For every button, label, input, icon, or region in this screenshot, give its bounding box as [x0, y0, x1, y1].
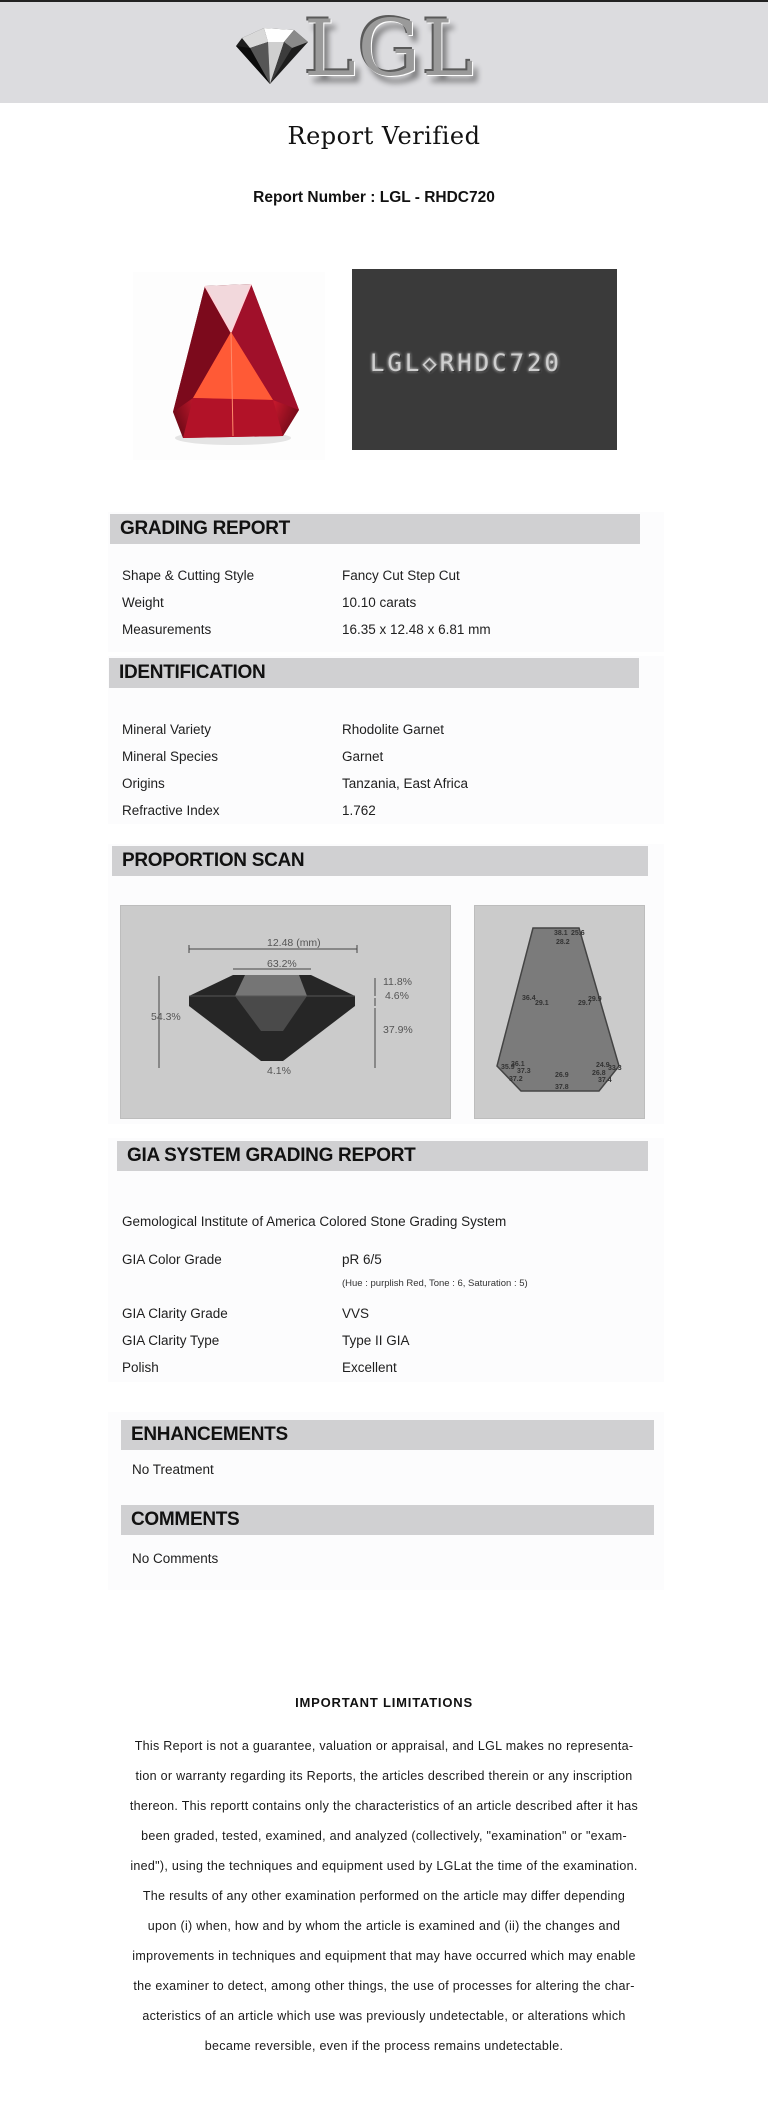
row-label: Mineral Variety [122, 722, 212, 737]
identification-header: IDENTIFICATION [109, 658, 639, 688]
facet-label: 33.3 [608, 1065, 622, 1072]
lgl-logo[interactable] [232, 4, 492, 94]
facet-label: 29.1 [535, 1000, 549, 1007]
site-header [0, 2, 768, 103]
facet-label: 26.9 [555, 1072, 569, 1079]
row-label: Shape & Cutting Style [122, 568, 255, 583]
limitations-line: This Report is not a guarantee, valuation or appraisal, and LGL makes no representa- [134, 1739, 634, 1753]
row-value: Tanzania, East Africa [342, 776, 469, 791]
facet-label: 37.3 [517, 1068, 531, 1075]
limitations-line: became reversible, even if the process remains undetectable. [204, 2039, 564, 2053]
gem-photo [133, 272, 325, 460]
proportion-scan-header: PROPORTION SCAN [112, 846, 648, 876]
facet-label: 28.2 [556, 939, 570, 946]
facet-label: 26.8 [592, 1070, 606, 1077]
row-value: Type II GIA [342, 1333, 410, 1348]
profile-scan-box [120, 905, 451, 1119]
facet-label: 36.4 [522, 995, 536, 1002]
facet-label: 37.4 [598, 1077, 612, 1084]
culet-label: 4.1% [267, 1065, 291, 1077]
row-label: GIA Color Grade [122, 1252, 222, 1267]
facet-label: 29.9 [588, 996, 602, 1003]
facet-label: 37.8 [555, 1084, 569, 1091]
crown-height-label: 11.8% [383, 976, 412, 988]
comments-text: No Comments [132, 1551, 219, 1566]
top-view-scan-box [474, 905, 645, 1119]
limitations-line: The results of any other examination performed on the article may differ depending [142, 1889, 626, 1903]
table-percent-label: 63.2% [267, 958, 297, 970]
facet-label: 29.7 [578, 1000, 592, 1007]
row-value: Rhodolite Garnet [342, 722, 445, 737]
facet-label: 35.9 [501, 1064, 515, 1071]
grading-report-header: GRADING REPORT [110, 514, 640, 544]
girdle-label: 4.6% [385, 990, 409, 1002]
limitations-line: improvements in techniques and equipment that may have occurred which may enable [132, 1949, 636, 1963]
report-number: Report Number : LGL - RHDC720 [253, 189, 495, 206]
enhancements-text: No Treatment [132, 1462, 214, 1477]
limitations-title: IMPORTANT LIMITATIONS [295, 1695, 473, 1710]
row-value: 10.10 carats [342, 595, 417, 610]
row-value: 1.762 [342, 803, 376, 818]
limitations-line: the examiner to detect, among other things, the use of processes for altering the char- [133, 1979, 635, 1993]
row-label: GIA Clarity Grade [122, 1306, 228, 1321]
page-title: Report Verified [287, 122, 481, 150]
laser-inscription-photo [352, 269, 617, 450]
row-label: Origins [122, 776, 165, 791]
row-label: Weight [122, 595, 164, 610]
gia-color-note: (Hue : purplish Red, Tone : 6, Saturation : 5) [342, 1278, 528, 1289]
limitations-line: been graded, tested, examined, and analyzed (collectively, "examination" or "exam- [141, 1829, 627, 1843]
row-value: VVS [342, 1306, 370, 1321]
diamond-logo-icon [232, 24, 312, 86]
row-value: Excellent [342, 1360, 397, 1375]
limitations-text [115, 1731, 653, 2061]
facet-label: 36.1 [511, 1061, 525, 1068]
row-value: 16.35 x 12.48 x 6.81 mm [342, 622, 491, 637]
limitations-line: acteristics of an article which use was previously undetectable, or alterations which [142, 2009, 626, 2023]
total-depth-label: 54.3% [151, 1011, 181, 1023]
enhancements-header: ENHANCEMENTS [121, 1420, 654, 1450]
width-label: 12.48 (mm) [267, 937, 321, 949]
facet-label: 25.6 [571, 930, 585, 937]
gia-report-header: GIA SYSTEM GRADING REPORT [117, 1141, 648, 1171]
row-value: pR 6/5 [342, 1252, 382, 1267]
row-label: Measurements [122, 622, 212, 637]
facet-label: 38.1 [554, 930, 568, 937]
row-label: Mineral Species [122, 749, 219, 764]
row-label: Polish [122, 1360, 159, 1375]
inscription-text: LGL◇RHDC720 [370, 349, 562, 377]
gia-system-line: Gemological Institute of America Colored Stone Grading System [122, 1214, 507, 1229]
pavilion-depth-label: 37.9% [383, 1024, 413, 1036]
row-value: Fancy Cut Step Cut [342, 568, 460, 583]
limitations-line: upon (i) when, how and by whom the article is examined and (ii) the changes and [147, 1919, 621, 1933]
row-value: Garnet [342, 749, 384, 764]
comments-header: COMMENTS [121, 1505, 654, 1535]
row-label: Refractive Index [122, 803, 220, 818]
facet-label: 24.9 [596, 1062, 610, 1069]
limitations-line: tion or warranty regarding its Reports, the articles described therein or any inscription [135, 1769, 633, 1783]
limitations-line: ined"), using the techniques and equipment used by LGLat the time of the examination. [130, 1859, 638, 1873]
rhodolite-gem-image [133, 272, 325, 460]
facet-label: 37.2 [509, 1076, 523, 1083]
logo-wordmark: LGL [304, 4, 476, 94]
limitations-line: thereon. This reportt contains only the characteristics of an article described after it has [129, 1799, 639, 1813]
row-label: GIA Clarity Type [122, 1333, 220, 1348]
